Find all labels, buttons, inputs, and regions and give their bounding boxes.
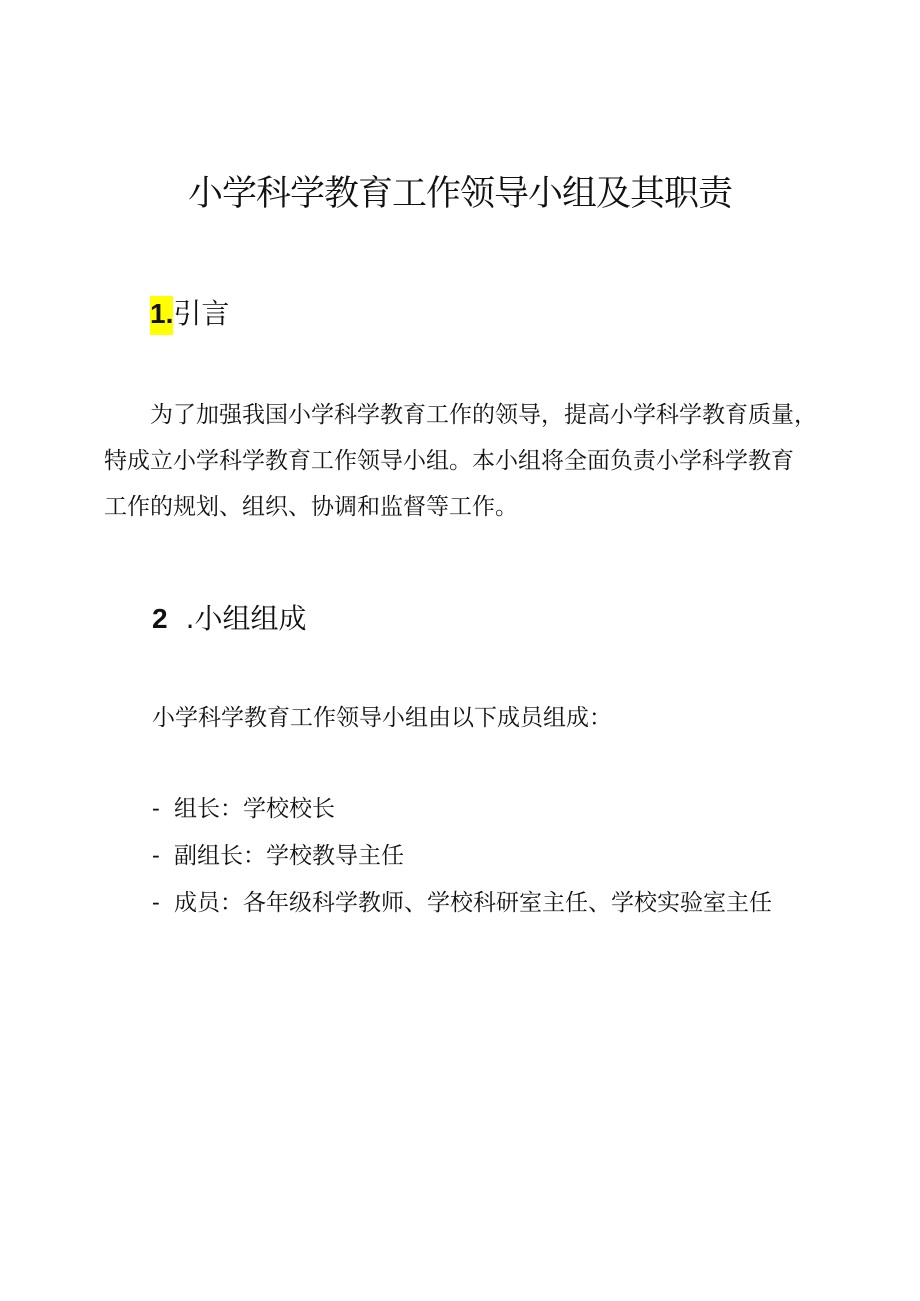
section-number: 2 [152, 603, 168, 634]
list-bullet: - [152, 890, 160, 916]
section-heading-group-composition [152, 599, 306, 639]
member-list [152, 791, 772, 932]
section-heading-introduction [150, 294, 229, 334]
paragraph-line: 为了加强我国小学科学教育工作的领导，提高小学科学教育质量， [150, 402, 817, 428]
section-heading-text: 引言 [173, 297, 230, 330]
list-item [152, 838, 772, 885]
list-item [152, 885, 772, 932]
list-item-text: 副组长：学校教导主任 [174, 843, 404, 869]
list-bullet: - [152, 843, 160, 869]
introduction-paragraph [104, 392, 824, 530]
composition-intro: 小学科学教育工作领导小组由以下成员组成： [152, 705, 612, 731]
section-heading-text: .小组组成 [185, 602, 307, 635]
list-bullet: - [152, 796, 160, 822]
section-number-highlighted: 1. [150, 296, 173, 335]
list-item-text: 组长：学校校长 [174, 796, 335, 822]
document-title: 小学科学教育工作领导小组及其职责 [187, 174, 732, 214]
list-item [152, 791, 772, 838]
paragraph-line: 工作的规划、组织、协调和监督等工作。 [104, 494, 518, 520]
list-item-text: 成员：各年级科学教师、学校科研室主任、学校实验室主任 [174, 890, 772, 916]
paragraph-line: 特成立小学科学教育工作领导小组。本小组将全面负责小学科学教育 [104, 448, 794, 474]
